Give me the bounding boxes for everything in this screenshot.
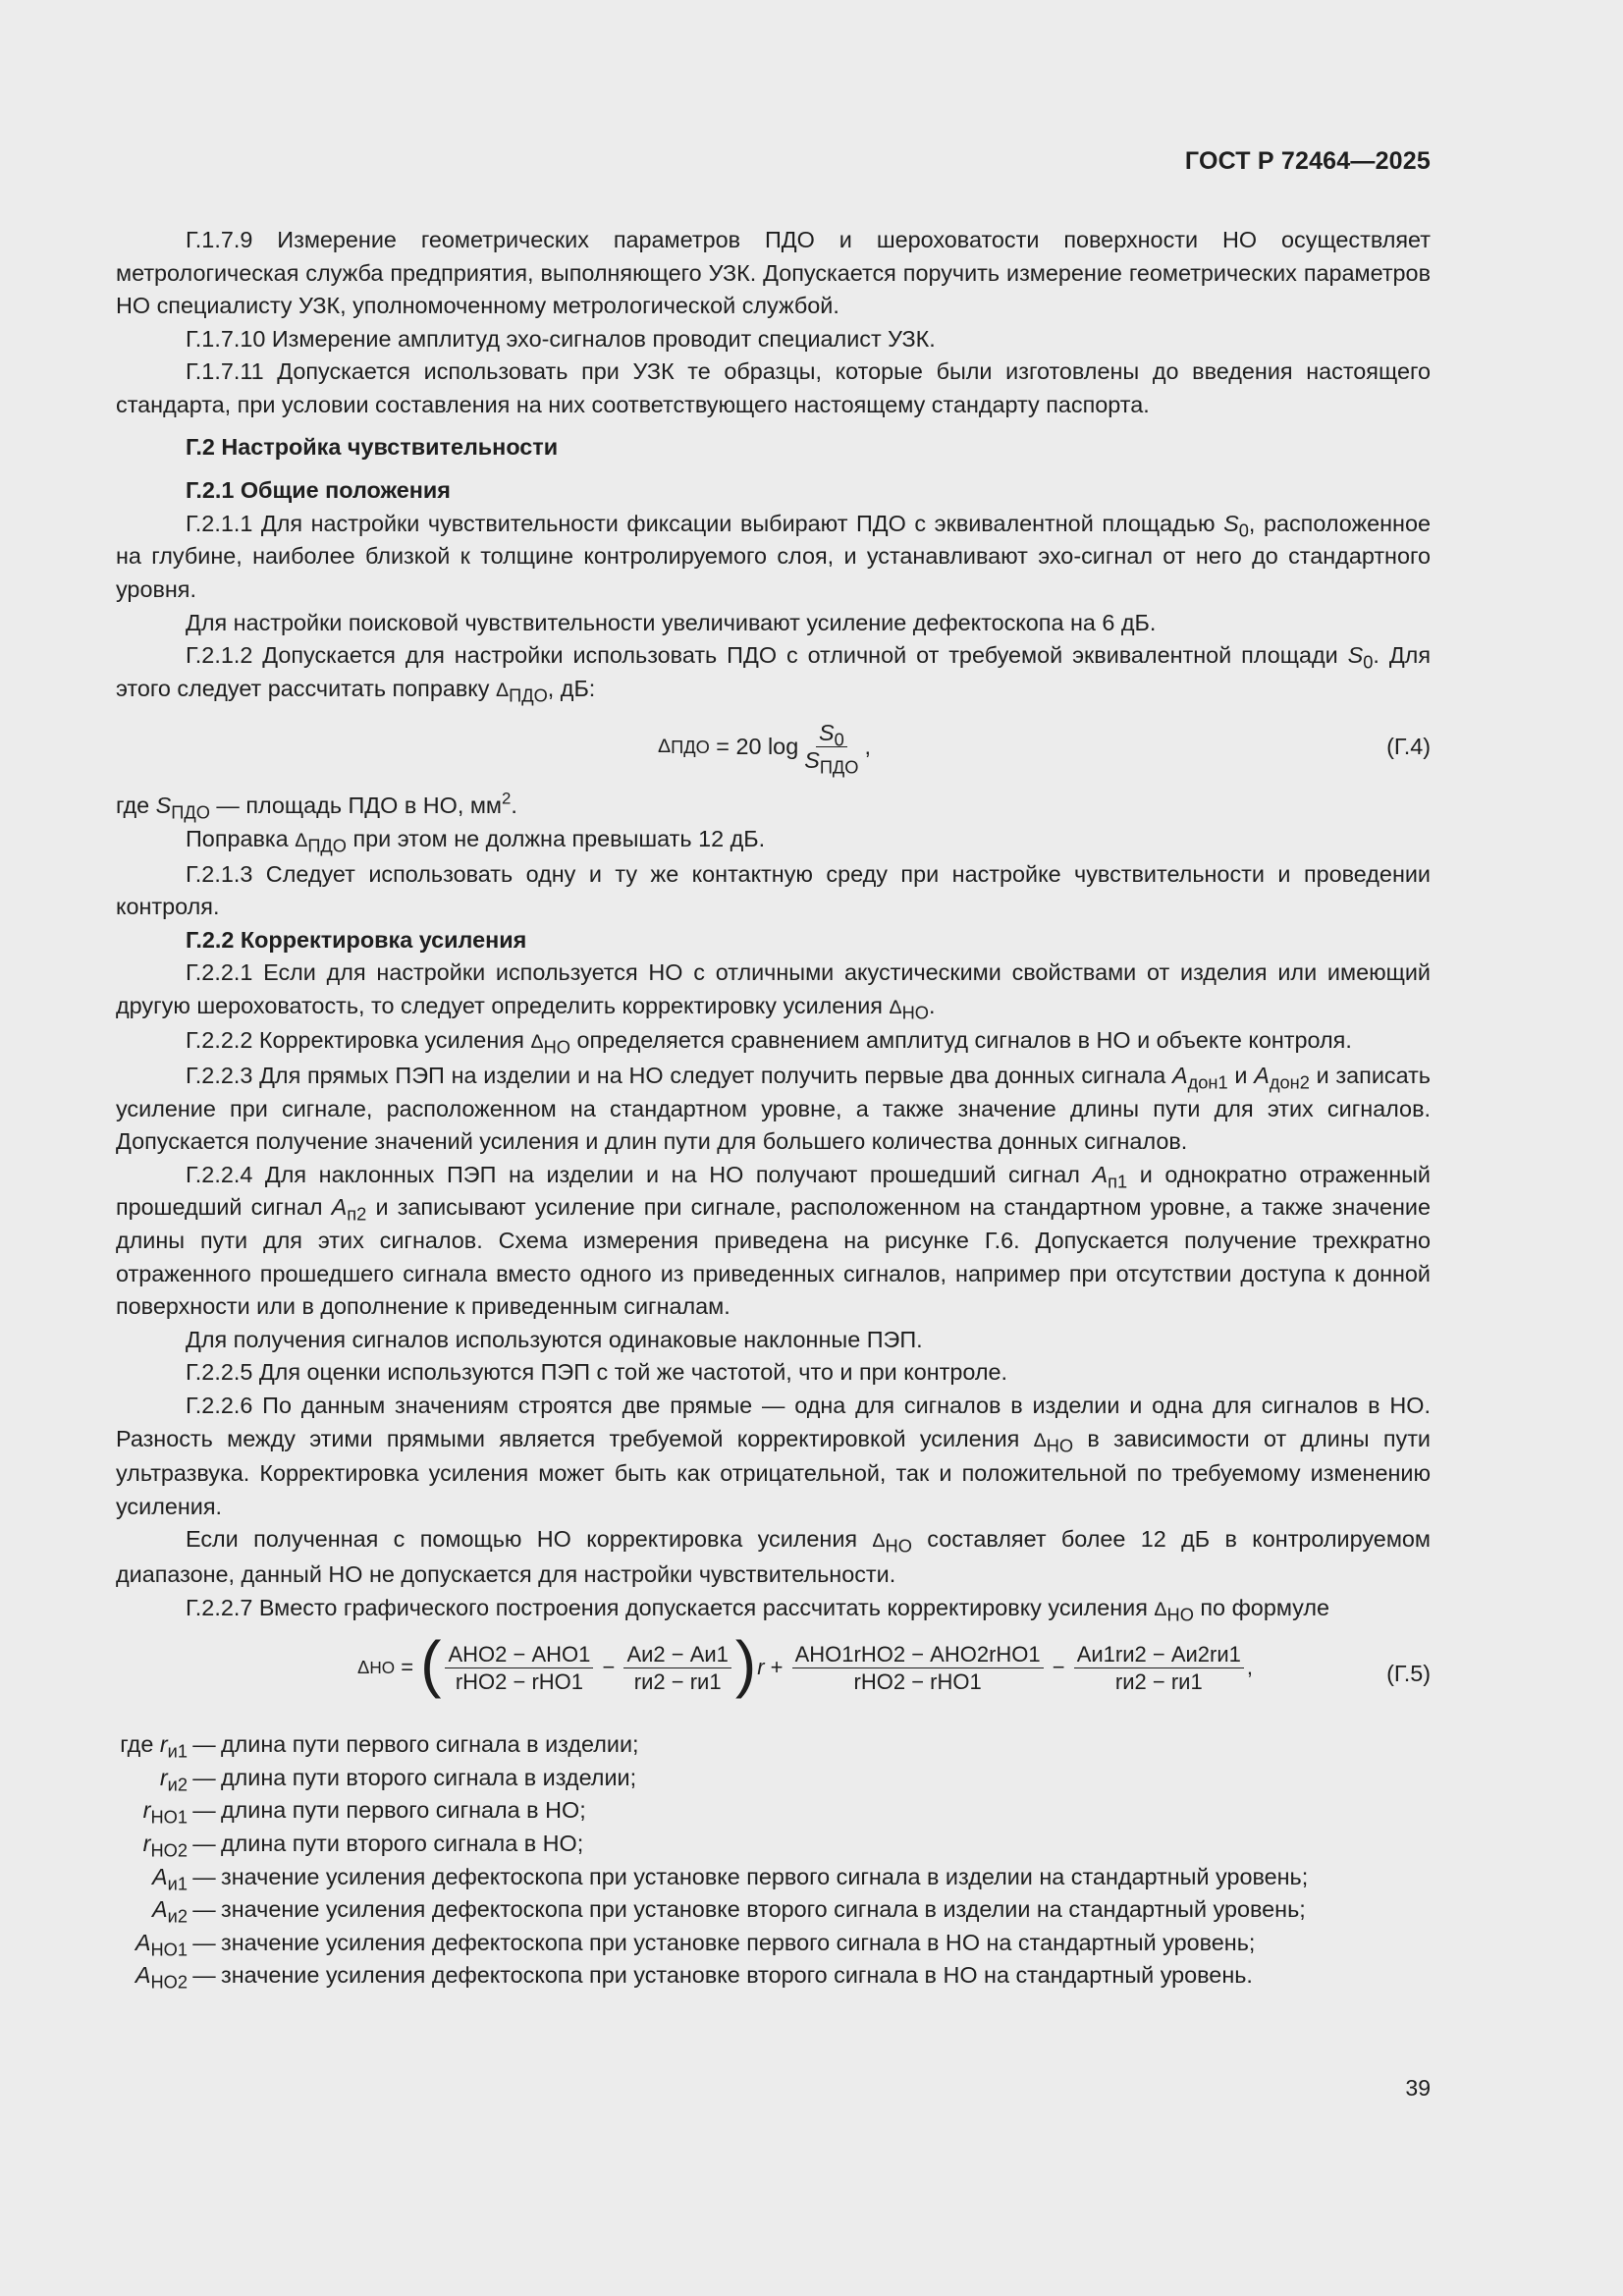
paragraph-g211 — [116, 508, 1431, 607]
fraction-numerator: Aи1rи2 − Aи2rи1 — [1074, 1642, 1244, 1668]
subscript: 0 — [834, 729, 844, 750]
definition-row — [116, 1861, 1431, 1894]
paragraph-g226 — [116, 1390, 1431, 1523]
symbol: A — [1254, 1063, 1270, 1089]
text-run: определяется сравнением амплитуд сигналов в НО и объекте контроля. — [569, 1027, 1352, 1054]
formula-comma: , — [1246, 1655, 1254, 1680]
paragraph-g179: Г.1.7.9 Измерение геометрических параметров ПДО и шероховатости поверхности НО осуществляет метрологическая служба предприятия, выполняющего УЗК. Допускается поручить измерение геометрических параметров НО специалисту УЗК, уполномоченному метрологической службой. — [116, 227, 1431, 319]
paragraph-correction-limit — [116, 823, 1431, 858]
definition-symbol — [66, 1728, 188, 1762]
subscript: НО — [1046, 1435, 1074, 1456]
definition-text: значение усиления дефектоскопа при установке второго сигнала в изделии на стандартный уровень; — [221, 1896, 1306, 1923]
definition-dash: — — [192, 1929, 216, 1955]
formula-operator: − — [596, 1655, 622, 1680]
delta-symbol: Δ — [889, 996, 902, 1018]
fraction-s0-over-spdo — [801, 720, 861, 778]
definition-dash: — — [192, 1830, 216, 1856]
symbol: A — [152, 1896, 168, 1923]
paragraph-g227 — [116, 1592, 1431, 1627]
symbol-definitions-list — [116, 1728, 1431, 1993]
text-run: Если полученная с помощью НО корректировка усиления — [186, 1526, 873, 1553]
subscript: п1 — [1108, 1171, 1128, 1192]
fraction-denominator: rи2 − rи1 — [1114, 1668, 1203, 1694]
symbol: S — [818, 720, 835, 746]
delta-symbol: Δ — [658, 736, 672, 758]
definition-symbol — [116, 1927, 188, 1960]
symbol-s0: S — [1223, 510, 1239, 536]
subscript: НО1 — [150, 1806, 188, 1828]
symbol: A — [152, 1863, 168, 1889]
fraction-denominator — [801, 747, 861, 778]
text-run: . — [928, 992, 936, 1018]
delta-symbol: Δ — [495, 679, 510, 701]
text-run: где — [120, 1731, 160, 1758]
definition-dash: — — [192, 1764, 216, 1790]
definition-dash: — — [192, 1896, 216, 1923]
formula-operator: = 20 log — [709, 734, 799, 760]
subscript: ПДО — [509, 684, 548, 706]
symbol: r — [159, 1764, 168, 1790]
definition-symbol — [116, 1794, 188, 1828]
definition-text: значение усиления дефектоскопа при установке второго сигнала в НО на стандартный уровень. — [221, 1962, 1253, 1989]
definition-symbol — [116, 1959, 188, 1993]
paragraph-g213: Г.2.1.3 Следует использовать одну и ту же контактную среду при настройке чувствительности и проведении контроля. — [116, 860, 1431, 920]
symbol: r — [142, 1830, 151, 1856]
symbol: A — [135, 1962, 151, 1989]
subscript: дон2 — [1269, 1071, 1310, 1093]
paragraph-g221 — [116, 957, 1431, 1024]
definition-dash: — — [192, 1863, 216, 1889]
text-run: . — [511, 793, 517, 819]
subscript: 0 — [1363, 651, 1374, 673]
subsection-heading-g22: Г.2.2 Корректировка усиления — [186, 926, 527, 953]
definition-dash: — — [192, 1731, 216, 1758]
text-run: и записать усиление при сигнале, расположенном на стандартном уровне, а также значение длины пути для этих сигналов. Допускается получение значений усиления и длин пути для большего количества донных сигналов. — [116, 1063, 1431, 1155]
subscript: ПДО — [307, 835, 347, 856]
text-run: Г.2.1.2 Допускается для настройки использовать ПДО с отличной от требуемой эквивалентной площади — [186, 642, 1348, 669]
symbol: A — [135, 1929, 151, 1955]
subscript: и1 — [167, 1873, 188, 1893]
formula-g5-body: Δ НО = ( $\frac{\text{AНО2 − AНО1}}{\text{rНО2 − rНО1}}$ − $\frac{Aи2 - Aи1}{rи2 - rи1}$ ) r + $\frac{\text{AНО1rНО2 − AНО2rНО1}}{\text{rНО2 − rНО1}}$ − $\frac{Aи1rи2 - Aи2rи1}{rи2 - rи1}$ , — [357, 1628, 1254, 1700]
paragraph-limit-12db — [116, 1523, 1431, 1591]
text-run: по формуле — [1193, 1594, 1330, 1620]
subscript: НО2 — [150, 1971, 188, 1993]
text-run: при этом не должна превышать 12 дБ. — [347, 825, 766, 851]
paragraph-g1711: Г.1.7.11 Допускается использовать при УЗК те образцы, которые были изготовлены до введения настоящего стандарта, при условии составления на них соответствующего настоящему стандарту паспорта. — [116, 358, 1431, 417]
subscript: ПДО — [819, 756, 859, 778]
definition-symbol — [116, 1828, 188, 1861]
text-run: , дБ: — [547, 675, 596, 701]
formula-operator: = — [395, 1655, 420, 1680]
fraction-term-2 — [623, 1642, 730, 1694]
subscript: 0 — [1238, 519, 1249, 541]
fraction-numerator: AНО1rНО2 − AНО2rНО1 — [792, 1642, 1044, 1668]
formula-g4 — [116, 717, 1431, 778]
symbol: r — [757, 1655, 765, 1680]
text-run: и однократно отраженный прошедший сигнал — [116, 1161, 1431, 1221]
definition-text: длина пути первого сигнала в НО; — [221, 1797, 586, 1824]
formula-g4-body: Δ ПДО = 20 log $\frac{S_0}{S_{ПДО}}$ , — [658, 720, 871, 778]
fraction-denominator: rНО2 − rНО1 — [853, 1668, 982, 1694]
text-run: Г.2.2.2 Корректировка усиления — [186, 1027, 531, 1054]
subscript: и2 — [167, 1905, 188, 1927]
paragraph-g222 — [116, 1024, 1431, 1060]
formula-comma: , — [864, 734, 871, 760]
definition-row — [116, 1927, 1431, 1960]
definition-text: длина пути второго сигнала в изделии; — [221, 1764, 637, 1790]
paragraph-g225: Г.2.2.5 Для оценки используются ПЭП с той же частотой, что и при контроле. — [186, 1359, 1008, 1386]
text-run: в зависимости от длины пути ультразвука. Корректировка усиления может быть как отрицательной, так и положительной по требуемому изменению усиления. — [116, 1425, 1431, 1519]
definition-text: длина пути второго сигнала в НО; — [221, 1830, 584, 1856]
definition-row — [116, 1794, 1431, 1828]
section-heading-g2: Г.2 Настройка чувствительности — [186, 433, 559, 460]
delta-symbol: Δ — [357, 1657, 370, 1678]
symbol: A — [1171, 1063, 1188, 1089]
symbol: A — [331, 1194, 348, 1221]
paragraph-inclined-probes: Для получения сигналов используются одинаковые наклонные ПЭП. — [186, 1326, 923, 1352]
formula-g5 — [116, 1628, 1431, 1715]
definition-row — [116, 1893, 1431, 1927]
fraction-denominator: rНО2 − rНО1 — [455, 1668, 584, 1694]
paragraph-where-spdo — [116, 790, 1431, 823]
definition-row — [116, 1959, 1431, 1993]
subscript: НО — [543, 1036, 570, 1058]
left-paren: ( — [420, 1628, 442, 1700]
fraction-denominator: rи2 − rи1 — [633, 1668, 722, 1694]
symbol: S — [804, 747, 820, 774]
delta-symbol: Δ — [1033, 1429, 1047, 1451]
text-run: Г.2.2.3 Для прямых ПЭП на изделии и на НО следует получить первые два донных сигнала — [186, 1063, 1172, 1089]
text-run: и записывают усиление при сигнале, расположенном на стандартном уровне, а также значение длины пути для этих сигналов. Схема измерения приведена на рисунке Г.6. Допускается получение трехкратно отраженного прошедшего сигнала вместо одного из приведенных сигналов, например при отсутствии доступа к донной поверхности или в дополнение к приведенным сигналам. — [116, 1194, 1432, 1320]
formula-number-label: (Г.5) — [1386, 1661, 1431, 1687]
text-run: Г.2.2.4 Для наклонных ПЭП на изделии и на НО получают прошедший сигнал — [186, 1161, 1093, 1187]
formula-operator: − — [1046, 1655, 1071, 1680]
definition-symbol — [116, 1861, 188, 1894]
delta-symbol: Δ — [295, 829, 308, 851]
subsection-heading-g21: Г.2.1 Общие положения — [186, 477, 451, 504]
text-run: составляет более 12 дБ в контролируемом диапазоне, данный НО не допускается для настройки чувствительности. — [116, 1526, 1431, 1587]
formula-operator: + — [764, 1655, 789, 1680]
definition-dash: — — [192, 1797, 216, 1824]
delta-symbol: Δ — [530, 1031, 544, 1054]
subscript: п2 — [347, 1203, 367, 1225]
definition-row — [116, 1728, 1431, 1762]
paragraph-g224 — [116, 1159, 1431, 1324]
fraction-term-1 — [445, 1642, 593, 1694]
definition-symbol — [116, 1893, 188, 1927]
subscript: НО — [1166, 1604, 1194, 1625]
symbol: r — [159, 1731, 168, 1758]
paragraph-g212 — [116, 639, 1431, 707]
page-content — [116, 224, 1431, 1993]
subscript: дон1 — [1187, 1071, 1228, 1093]
symbol: A — [1092, 1161, 1109, 1187]
subscript: НО — [901, 1002, 929, 1023]
text-run: Г.2.2.6 По данным значениям строятся две прямые — одна для сигналов в изделии и одна для сигналов в НО. Разность между этими прямыми является требуемой корректировкой усиления — [116, 1393, 1431, 1451]
subscript: и2 — [167, 1774, 188, 1795]
text-run: Г.2.2.7 Вместо графического построения допускается рассчитать корректировку усиления — [186, 1594, 1155, 1620]
text-run: и — [1227, 1063, 1255, 1089]
fraction-numerator: Aи2 − Aи1 — [623, 1642, 730, 1668]
definition-dash: — — [192, 1962, 216, 1989]
subscript: НО — [885, 1535, 912, 1557]
fraction-term-3 — [792, 1642, 1044, 1694]
definition-text: значение усиления дефектоскопа при установке первого сигнала в изделии на стандартный уровень; — [221, 1863, 1309, 1889]
subscript: и1 — [167, 1740, 188, 1762]
fraction-numerator: AНО2 − AНО1 — [445, 1642, 593, 1668]
text-run: где — [116, 793, 156, 819]
fraction-term-4 — [1074, 1642, 1244, 1694]
fraction-numerator — [816, 720, 847, 750]
text-run: Поправка — [186, 825, 296, 851]
text-run: Г.2.2.1 Если для настройки используется НО с отличными акустическими свойствами от изделия или имеющий другую шероховатость, то следует определить корректировку усиления — [116, 959, 1431, 1018]
definition-text: значение усиления дефектоскопа при установке первого сигнала в НО на стандартный уровень; — [221, 1929, 1256, 1955]
subscript: НО1 — [150, 1939, 188, 1960]
right-paren: ) — [734, 1628, 757, 1700]
definition-text: длина пути первого сигнала в изделии; — [221, 1731, 639, 1758]
text-run: Г.2.1.1 Для настройки чувствительности фиксации выбирают ПДО с эквивалентной площадью — [186, 510, 1224, 536]
paragraph-g1710: Г.1.7.10 Измерение амплитуд эхо-сигналов проводит специалист УЗК. — [186, 325, 936, 352]
definition-row — [116, 1828, 1431, 1861]
formula-number-label: (Г.4) — [1386, 734, 1431, 760]
text-run: — площадь ПДО в НО, мм — [209, 793, 503, 819]
superscript: 2 — [502, 790, 512, 809]
paragraph-search-sensitivity: Для настройки поисковой чувствительности увеличивают усиление дефектоскопа на 6 дБ. — [186, 609, 1157, 635]
symbol: S — [155, 793, 172, 819]
document-id-header: ГОСТ Р 72464—2025 — [1184, 147, 1431, 175]
subscript: ПДО — [171, 801, 210, 823]
delta-symbol: Δ — [1154, 1598, 1167, 1620]
symbol-s0: S — [1347, 642, 1364, 669]
text-run: . Для этого следует рассчитать поправку — [116, 642, 1431, 701]
delta-symbol: Δ — [872, 1530, 886, 1553]
definition-symbol — [116, 1762, 188, 1795]
page-number: 39 — [1405, 2075, 1431, 2101]
paragraph-g223 — [116, 1060, 1431, 1159]
definition-row — [116, 1762, 1431, 1795]
text-run: , расположенное на глубине, наиболее близкой к толщине контролируемого слоя, и устанавливают эхо-сигнал от него до стандартного уровня. — [116, 510, 1431, 602]
subscript: НО2 — [150, 1839, 188, 1861]
symbol: r — [142, 1797, 151, 1824]
